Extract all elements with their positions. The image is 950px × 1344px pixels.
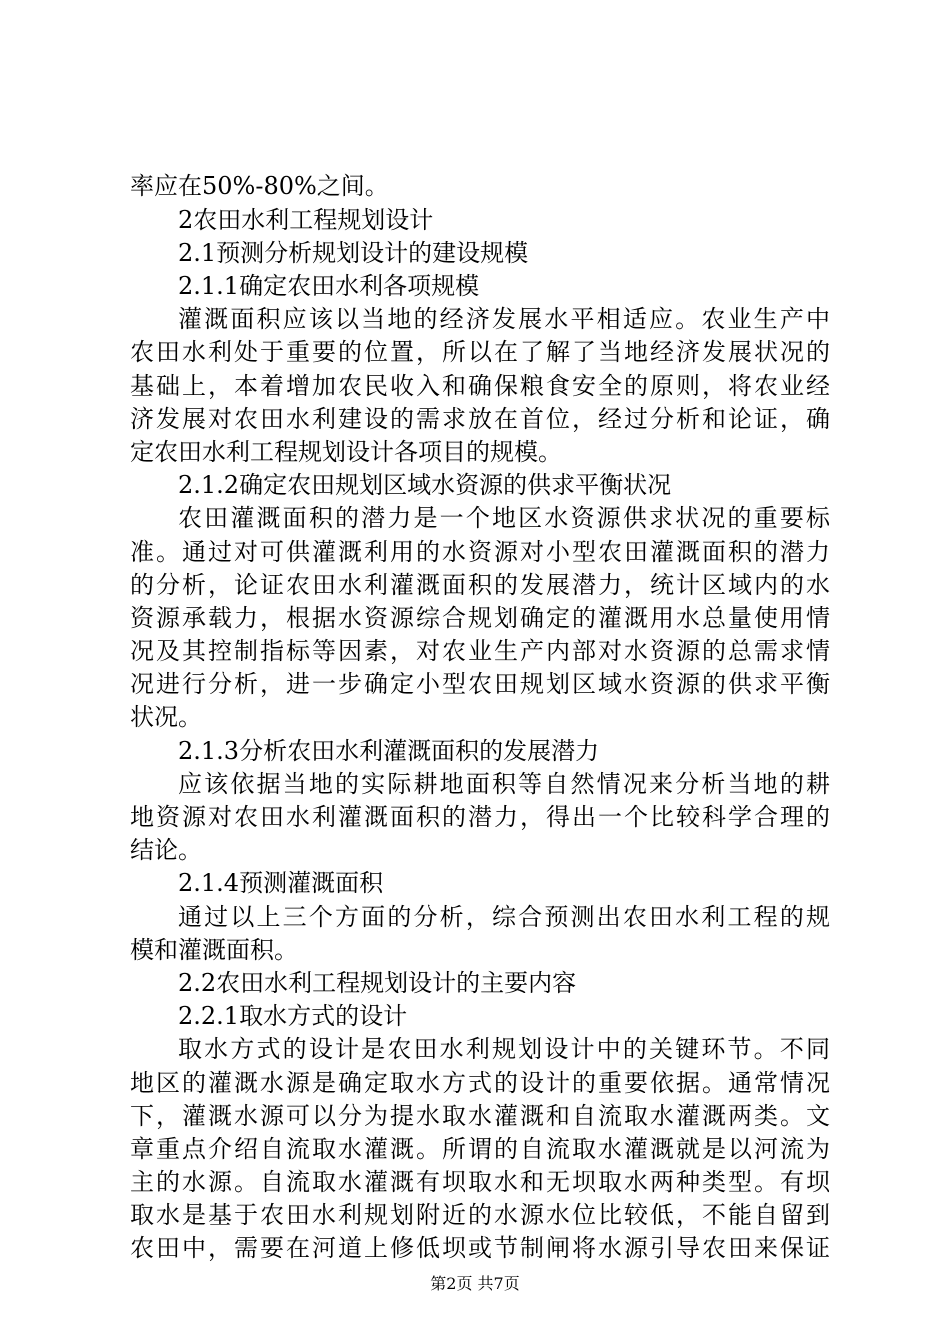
text-line: 准。通过对可供灌溉利用的水资源对小型农田灌溉面积的潜力: [130, 538, 830, 566]
text-line: 基础上，本着增加农民收入和确保粮食安全的原则，将农业经: [130, 372, 830, 400]
text-line: 下，灌溉水源可以分为提水取水灌溉和自流取水灌溉两类。文: [130, 1102, 830, 1130]
text-line: 农田中，需要在河道上修低坝或节制闸将水源引导农田来保证: [130, 1234, 830, 1262]
text-line: 灌溉面积应该以当地的经济发展水平相适应。农业生产中: [178, 305, 830, 333]
text-line: 状况。: [130, 703, 202, 731]
text-line: 农田水利处于重要的位置，所以在了解了当地经济发展状况的: [130, 338, 830, 366]
section-heading: 2.1.4预测灌溉面积: [178, 869, 384, 897]
section-heading: 2.1预测分析规划设计的建设规模: [178, 239, 529, 267]
section-heading: 2农田水利工程规划设计: [178, 206, 434, 234]
section-heading: 2.1.1确定农田水利各项规模: [178, 272, 480, 300]
text-line: 主的水源。自流取水灌溉有坝取水和无坝取水两种类型。有坝: [130, 1168, 830, 1196]
section-heading: 2.1.2确定农田规划区域水资源的供求平衡状况: [178, 471, 672, 499]
text-line: 应该依据当地的实际耕地面积等自然情况来分析当地的耕: [178, 770, 830, 798]
page-footer: 第2页 共7页: [430, 1274, 520, 1293]
text-line: 取水是基于农田水利规划附近的水源水位比较低，不能自留到: [130, 1201, 830, 1229]
text-line: 模和灌溉面积。: [130, 936, 298, 964]
text-line: 农田灌溉面积的潜力是一个地区水资源供求状况的重要标: [178, 504, 830, 532]
text-line: 率应在50%-80%之间。: [130, 172, 389, 200]
text-line: 况进行分析，进一步确定小型农田规划区域水资源的供求平衡: [130, 670, 830, 698]
text-line: 济发展对农田水利建设的需求放在首位，经过分析和论证，确: [130, 405, 830, 433]
text-line: 定农田水利工程规划设计各项目的规模。: [130, 438, 562, 466]
section-heading: 2.2.1取水方式的设计: [178, 1002, 408, 1030]
section-heading: 2.1.3分析农田水利灌溉面积的发展潜力: [178, 737, 600, 765]
text-line: 资源承载力，根据水资源综合规划确定的灌溉用水总量使用情: [130, 604, 830, 632]
text-line: 况及其控制指标等因素，对农业生产内部对水资源的总需求情: [130, 637, 830, 665]
text-line: 地资源对农田水利灌溉面积的潜力，得出一个比较科学合理的: [130, 803, 830, 831]
text-line: 结论。: [130, 836, 202, 864]
text-line: 地区的灌溉水源是确定取水方式的设计的重要依据。通常情况: [130, 1069, 830, 1097]
text-line: 的分析，论证农田水利灌溉面积的发展潜力，统计区域内的水: [130, 571, 830, 599]
text-line: 章重点介绍自流取水灌溉。所谓的自流取水灌溉就是以河流为: [130, 1135, 830, 1163]
text-line: 取水方式的设计是农田水利规划设计中的关键环节。不同: [178, 1035, 830, 1063]
section-heading: 2.2农田水利工程规划设计的主要内容: [178, 969, 577, 997]
text-line: 通过以上三个方面的分析，综合预测出农田水利工程的规: [178, 903, 830, 931]
